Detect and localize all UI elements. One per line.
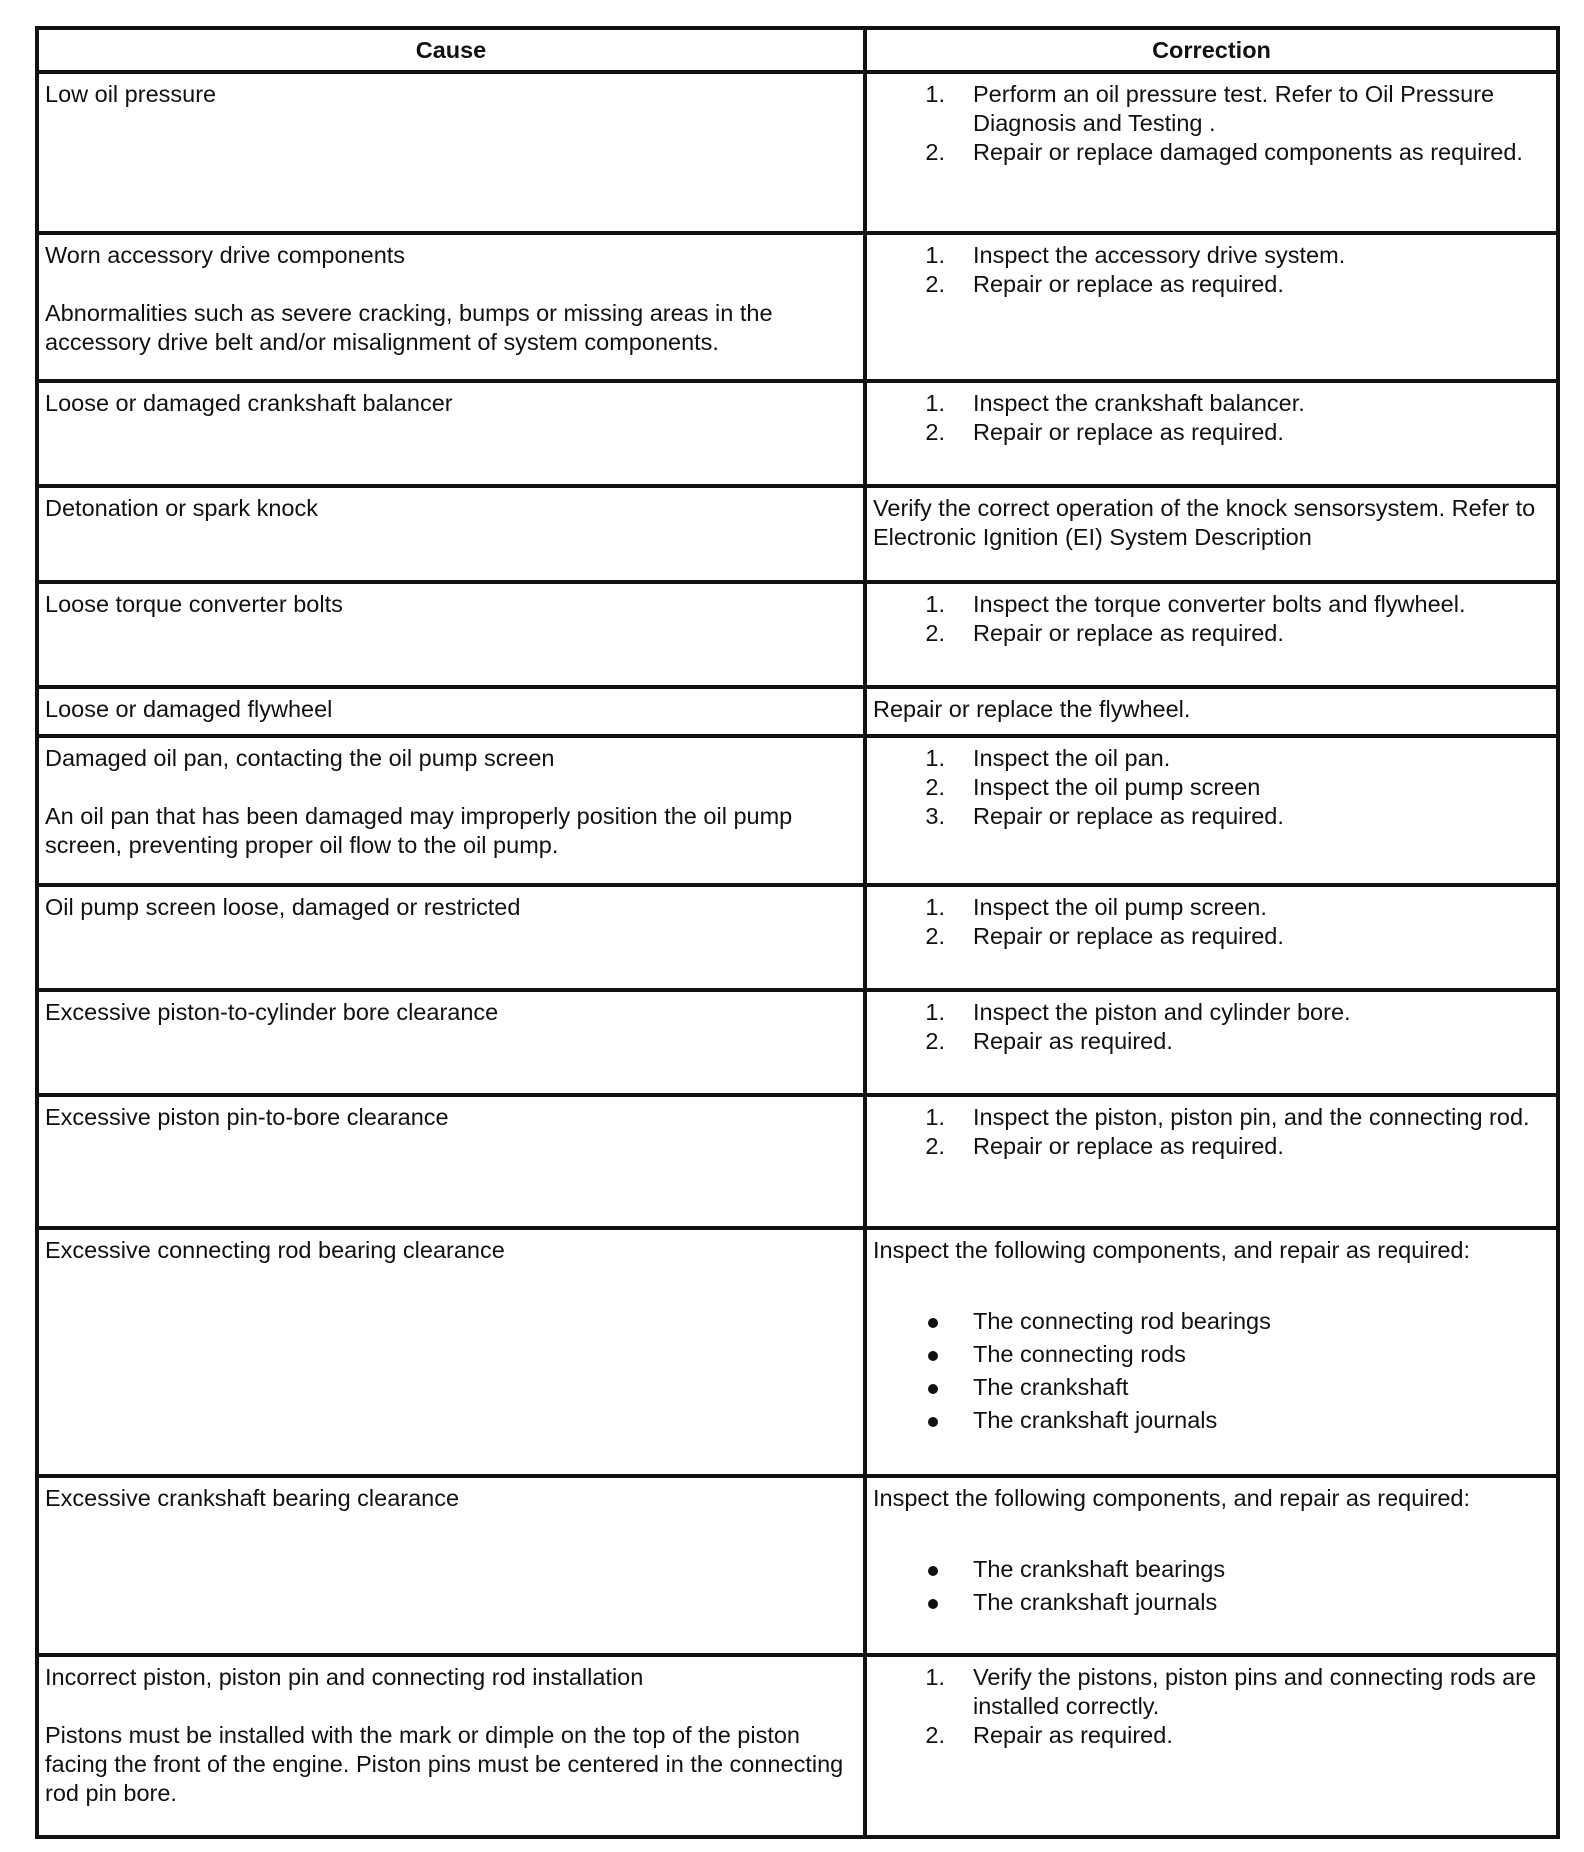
cause-text: Excessive piston pin-to-bore clearance (45, 1103, 449, 1130)
step-text: Inspect the torque converter bolts and flywheel. (973, 591, 1466, 618)
correction-step (873, 998, 1550, 1027)
step-text: Inspect the accessory drive system. (973, 241, 1346, 268)
step-number: 2. (925, 139, 945, 165)
diagnostic-table (35, 26, 1560, 1839)
step-number: 1. (925, 745, 945, 772)
step-number: 1. (925, 998, 945, 1025)
correction-cell (865, 582, 1558, 687)
step-number: 1. (925, 1664, 945, 1691)
bullet-icon (928, 1384, 938, 1394)
correction-step (873, 80, 1550, 138)
correction-step (873, 1027, 1550, 1056)
cause-text: Excessive piston-to-cylinder bore clearance (45, 998, 499, 1025)
correction-step (873, 1663, 1550, 1721)
step-number: 2. (925, 1722, 945, 1749)
cause-cell (37, 990, 865, 1095)
bullet-icon (928, 1351, 938, 1361)
table-row (37, 582, 1558, 687)
correction-step (873, 922, 1550, 951)
step-number: 2. (925, 1132, 945, 1159)
bullet-icon (928, 1566, 938, 1576)
step-number: 2. (925, 419, 945, 446)
correction-step (873, 1103, 1550, 1132)
cause-cell (37, 1476, 865, 1655)
step-text: Inspect the piston and cylinder bore. (973, 998, 1351, 1025)
correction-step (873, 590, 1550, 619)
table-row (37, 486, 1558, 582)
cause-text: Excessive crankshaft bearing clearance (45, 1485, 460, 1512)
table-row (37, 1655, 1558, 1837)
correction-steps (873, 389, 1550, 447)
step-number: 2. (925, 774, 945, 801)
step-text: Repair or replace as required. (973, 270, 1284, 297)
correction-step (873, 802, 1550, 831)
correction-steps (873, 241, 1550, 299)
correction-steps (873, 80, 1550, 167)
component-item (873, 1307, 1550, 1336)
cause-header: Cause (37, 28, 865, 72)
correction-steps (873, 590, 1550, 648)
step-text: Repair or replace damaged components as required. (973, 139, 1523, 165)
correction-cell (865, 1655, 1558, 1837)
cause-cell (37, 1228, 865, 1476)
step-text: Perform an oil pressure test. Refer to Oil Pressure Diagnosis and Testing . (973, 81, 1495, 136)
step-text: Inspect the crankshaft balancer. (973, 390, 1305, 417)
correction-cell (865, 1228, 1558, 1476)
cause-text: Worn accessory drive components (45, 241, 406, 268)
table-row (37, 687, 1558, 736)
table-row (37, 381, 1558, 486)
component-text: The crankshaft journals (973, 1407, 1218, 1434)
cause-text: Low oil pressure (45, 81, 217, 107)
cause-text: Oil pump screen loose, damaged or restricted (45, 893, 521, 920)
correction-cell (865, 736, 1558, 884)
table-row (37, 736, 1558, 884)
step-text: Inspect the oil pump screen. (973, 893, 1267, 920)
bullet-icon (928, 1599, 938, 1609)
component-item (873, 1555, 1550, 1584)
step-number: 1. (925, 591, 945, 618)
correction-step (873, 773, 1550, 802)
correction-cell (865, 381, 1558, 486)
correction-steps (873, 744, 1550, 831)
cause-cell (37, 486, 865, 582)
correction-cell (865, 72, 1558, 233)
correction-steps (873, 1103, 1550, 1161)
correction-text: Inspect the following components, and repair as required: (873, 1485, 1470, 1512)
component-list (873, 1307, 1550, 1435)
correction-steps (873, 998, 1550, 1056)
bullet-icon (928, 1318, 938, 1328)
cause-text: Incorrect piston, piston pin and connecting rod installation (45, 1664, 644, 1691)
step-number: 2. (925, 922, 945, 949)
table-row (37, 885, 1558, 990)
table-row (37, 1476, 1558, 1655)
table-row (37, 233, 1558, 381)
component-item (873, 1588, 1550, 1617)
step-text: Repair or replace as required. (973, 620, 1284, 647)
correction-cell (865, 486, 1558, 582)
step-text: Repair as required. (973, 1722, 1173, 1749)
step-number: 1. (925, 1103, 945, 1130)
cause-text: Damaged oil pan, contacting the oil pump screen (45, 745, 555, 772)
table-row (37, 72, 1558, 233)
cause-cell (37, 381, 865, 486)
table-body (37, 72, 1558, 1837)
correction-cell (865, 233, 1558, 381)
cause-text: Detonation or spark knock (45, 495, 319, 522)
step-text: Repair or replace as required. (973, 419, 1284, 446)
component-item (873, 1373, 1550, 1402)
component-text: The connecting rod bearings (973, 1308, 1271, 1335)
component-item (873, 1406, 1550, 1435)
correction-step (873, 418, 1550, 447)
correction-cell (865, 687, 1558, 736)
component-text: The connecting rods (973, 1341, 1186, 1368)
cause-cell (37, 233, 865, 381)
step-text: Verify the pistons, piston pins and connecting rods are installed correctly. (973, 1664, 1537, 1720)
header-row (37, 28, 1558, 72)
cause-cell (37, 885, 865, 990)
step-number: 1. (925, 241, 945, 268)
cause-text: Loose or damaged crankshaft balancer (45, 390, 453, 417)
component-text: The crankshaft journals (973, 1589, 1218, 1616)
correction-cell (865, 990, 1558, 1095)
correction-step (873, 270, 1550, 299)
step-text: Repair or replace as required. (973, 922, 1284, 949)
cause-note: Abnormalities such as severe cracking, bumps or missing areas in the accessory drive belt and/or misalignment of system components. (45, 299, 773, 355)
cause-cell (37, 1655, 865, 1837)
correction-step (873, 1132, 1550, 1161)
correction-text: Inspect the following components, and repair as required: (873, 1237, 1470, 1264)
step-number: 2. (925, 620, 945, 647)
table-row (37, 1095, 1558, 1229)
component-item (873, 1340, 1550, 1369)
component-text: The crankshaft bearings (973, 1556, 1226, 1583)
cause-cell (37, 72, 865, 233)
step-number: 1. (925, 81, 945, 107)
step-number: 3. (925, 803, 945, 830)
correction-header: Correction (865, 28, 1558, 72)
cause-text: Excessive connecting rod bearing clearance (45, 1237, 505, 1264)
step-number: 2. (925, 270, 945, 297)
correction-step (873, 619, 1550, 648)
table-row (37, 1228, 1558, 1476)
step-text: Inspect the oil pan. (973, 745, 1171, 772)
cause-note: Pistons must be installed with the mark or dimple on the top of the piston facing the front of the engine. Piston pins must be centered in the connecting rod pin bore. (45, 1722, 844, 1807)
bullet-icon (928, 1417, 938, 1427)
cause-note: An oil pan that has been damaged may improperly position the oil pump screen, preventing proper oil flow to the oil pump. (45, 803, 793, 859)
correction-step (873, 138, 1550, 167)
correction-steps (873, 1663, 1550, 1750)
correction-cell (865, 1095, 1558, 1229)
step-text: Repair or replace as required. (973, 1132, 1284, 1159)
correction-step (873, 744, 1550, 773)
correction-text: Verify the correct operation of the knock sensorsystem. Refer to Electronic Ignition (EI) System Description (873, 495, 1536, 551)
component-list (873, 1555, 1550, 1617)
step-number: 1. (925, 390, 945, 417)
step-number: 1. (925, 893, 945, 920)
step-text: Inspect the oil pump screen (973, 774, 1261, 801)
correction-cell (865, 885, 1558, 990)
cause-text: Loose or damaged flywheel (45, 696, 333, 723)
table-row (37, 990, 1558, 1095)
step-number: 2. (925, 1027, 945, 1054)
correction-steps (873, 893, 1550, 951)
step-text: Inspect the piston, piston pin, and the connecting rod. (973, 1103, 1530, 1130)
step-text: Repair or replace as required. (973, 803, 1284, 830)
cause-cell (37, 687, 865, 736)
correction-step (873, 893, 1550, 922)
correction-step (873, 389, 1550, 418)
correction-cell (865, 1476, 1558, 1655)
step-text: Repair as required. (973, 1027, 1173, 1054)
correction-step (873, 1721, 1550, 1750)
component-text: The crankshaft (973, 1374, 1129, 1401)
cause-cell (37, 1095, 865, 1229)
cause-text: Loose torque converter bolts (45, 591, 343, 618)
correction-step (873, 241, 1550, 270)
cause-cell (37, 736, 865, 884)
cause-cell (37, 582, 865, 687)
correction-text: Repair or replace the flywheel. (873, 696, 1191, 723)
